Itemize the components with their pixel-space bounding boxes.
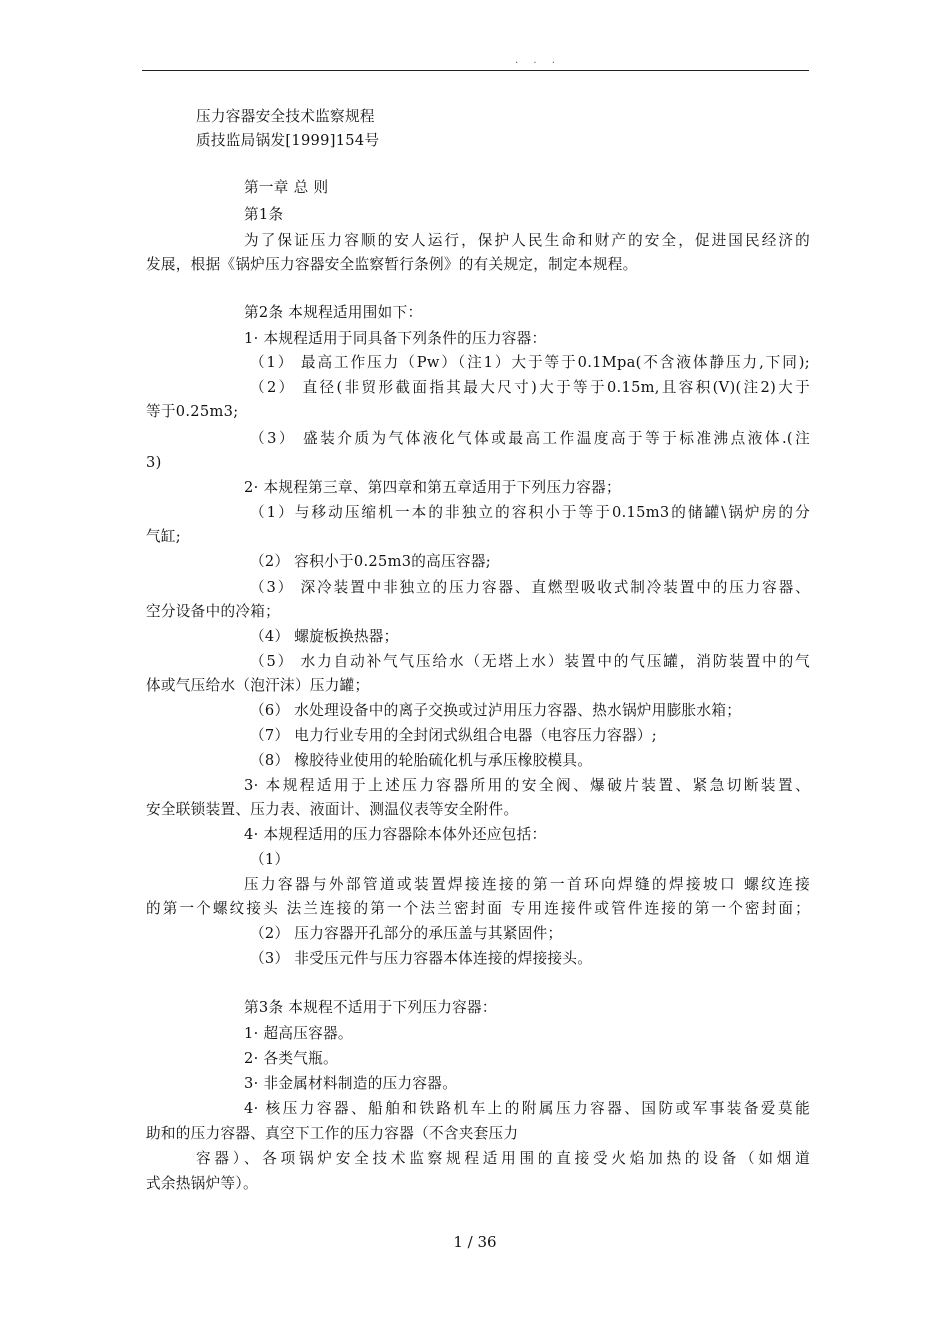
text-line: 4· 本规程适用的压力容器除本体外还应包括： bbox=[244, 826, 547, 843]
text-line: （2） 直径(非贸形截面指其最大尺寸)大于等于0.15m,且容积(V)(注2)大于 bbox=[250, 379, 810, 396]
text-line: 4· 核压力容器、船舶和铁路机车上的附属压力容器、国防或军事装备爱莫能 bbox=[244, 1100, 810, 1117]
text-line: 3) bbox=[146, 454, 162, 471]
text-line: （1） bbox=[250, 851, 290, 868]
text-line: （3） 盛装介质为气体液化气体或最高工作温度高于等于标准沸点液体.(注 bbox=[250, 430, 810, 447]
text-line: 空分设备中的冷箱； bbox=[146, 603, 281, 620]
text-line: （8） 橡胶待业使用的轮胎硫化机与承压橡胶模具。 bbox=[250, 752, 593, 769]
text-line: 体或气压给水（泡汗沫）压力罐； bbox=[146, 677, 370, 694]
text-line: 为了保证压力容顺的安人运行，保护人民生命和财产的安全，促进国民经济的 bbox=[244, 232, 810, 249]
text-line: （5） 水力自动补气气压给水（无塔上水）装置中的气压罐，消防装置中的气 bbox=[250, 653, 810, 670]
text-line: 2· 本规程第三章、第四章和第五章适用于下列压力容器； bbox=[244, 479, 621, 496]
text-line: 压力容器安全技术监察规程 bbox=[196, 108, 375, 125]
text-line: （3） 非受压元件与压力容器本体连接的焊接接头。 bbox=[250, 950, 593, 967]
text-line: 1· 本规程适用于同具备下列条件的压力容器： bbox=[244, 330, 547, 347]
text-line: 等于0.25m3; bbox=[146, 403, 239, 420]
text-line: 助和的压力容器、真空下工作的压力容器（不含夹套压力 bbox=[146, 1125, 519, 1142]
text-line: 气缸; bbox=[146, 528, 182, 545]
page-number: 1 / 36 bbox=[453, 1233, 497, 1251]
text-line: 式余热锅炉等）。 bbox=[146, 1175, 258, 1192]
text-line: （2） 容积小于0.25m3的高压容器; bbox=[250, 553, 491, 570]
text-line: 安全联锁装置、压力表、液面计、测温仪表等安全附件。 bbox=[146, 801, 519, 818]
text-line: 1· 超高压容器。 bbox=[244, 1025, 353, 1042]
text-line: 第2条 本规程适用围如下： bbox=[244, 304, 423, 321]
text-line: （1） 最高工作压力（Pw）（注1）大于等于0.1Mpa(不含液体静压力,下同); bbox=[250, 354, 810, 371]
text-line: 发展，根据《锅炉压力容器安全监察暂行条例》的有关规定，制定本规程。 bbox=[146, 256, 638, 273]
text-line: 容器）、各项锅炉安全技术监察规程适用围的直接受火焰加热的设备（如烟道 bbox=[196, 1150, 810, 1167]
header-dots: . . . bbox=[515, 55, 561, 66]
text-line: （6） 水处理设备中的离子交换或过泸用压力容器、热水锅炉用膨胀水箱； bbox=[250, 702, 742, 719]
text-line: 3· 非金属材料制造的压力容器。 bbox=[244, 1075, 458, 1092]
header-rule bbox=[142, 70, 809, 71]
text-line: 第1条 bbox=[244, 206, 284, 223]
text-line: 第3条 本规程不适用于下列压力容器： bbox=[244, 999, 497, 1016]
text-line: 的第一个螺纹接头 法兰连接的第一个法兰密封面 专用连接件或管件连接的第一个密封面； bbox=[146, 900, 810, 917]
text-line: （1）与移动压缩机一本的非独立的容积小于等于0.15m3的储罐\锅炉房的分 bbox=[250, 504, 810, 521]
text-line: （3） 深冷装置中非独立的压力容器、直燃型吸收式制冷装置中的压力容器、 bbox=[250, 579, 810, 596]
text-line: 质技监局锅发[1999]154号 bbox=[196, 132, 380, 149]
text-line: 3· 本规程适用于上述压力容器所用的安全阀、爆破片装置、紧急切断装置、 bbox=[244, 777, 810, 794]
text-line: （4） 螺旋板换热器； bbox=[250, 628, 399, 645]
text-line: （7） 电力行业专用的全封闭式纵组合电器（电容压力容器）; bbox=[250, 727, 657, 744]
text-line: 2· 各类气瓶。 bbox=[244, 1050, 338, 1067]
text-line: 第一章 总 则 bbox=[244, 179, 329, 196]
text-line: 压力容器与外部管道或装置焊接连接的第一首环向焊缝的焊接坡口 螺纹连接 bbox=[244, 876, 810, 893]
text-line: （2） 压力容器开孔部分的承压盖与其紧固件； bbox=[250, 925, 563, 942]
